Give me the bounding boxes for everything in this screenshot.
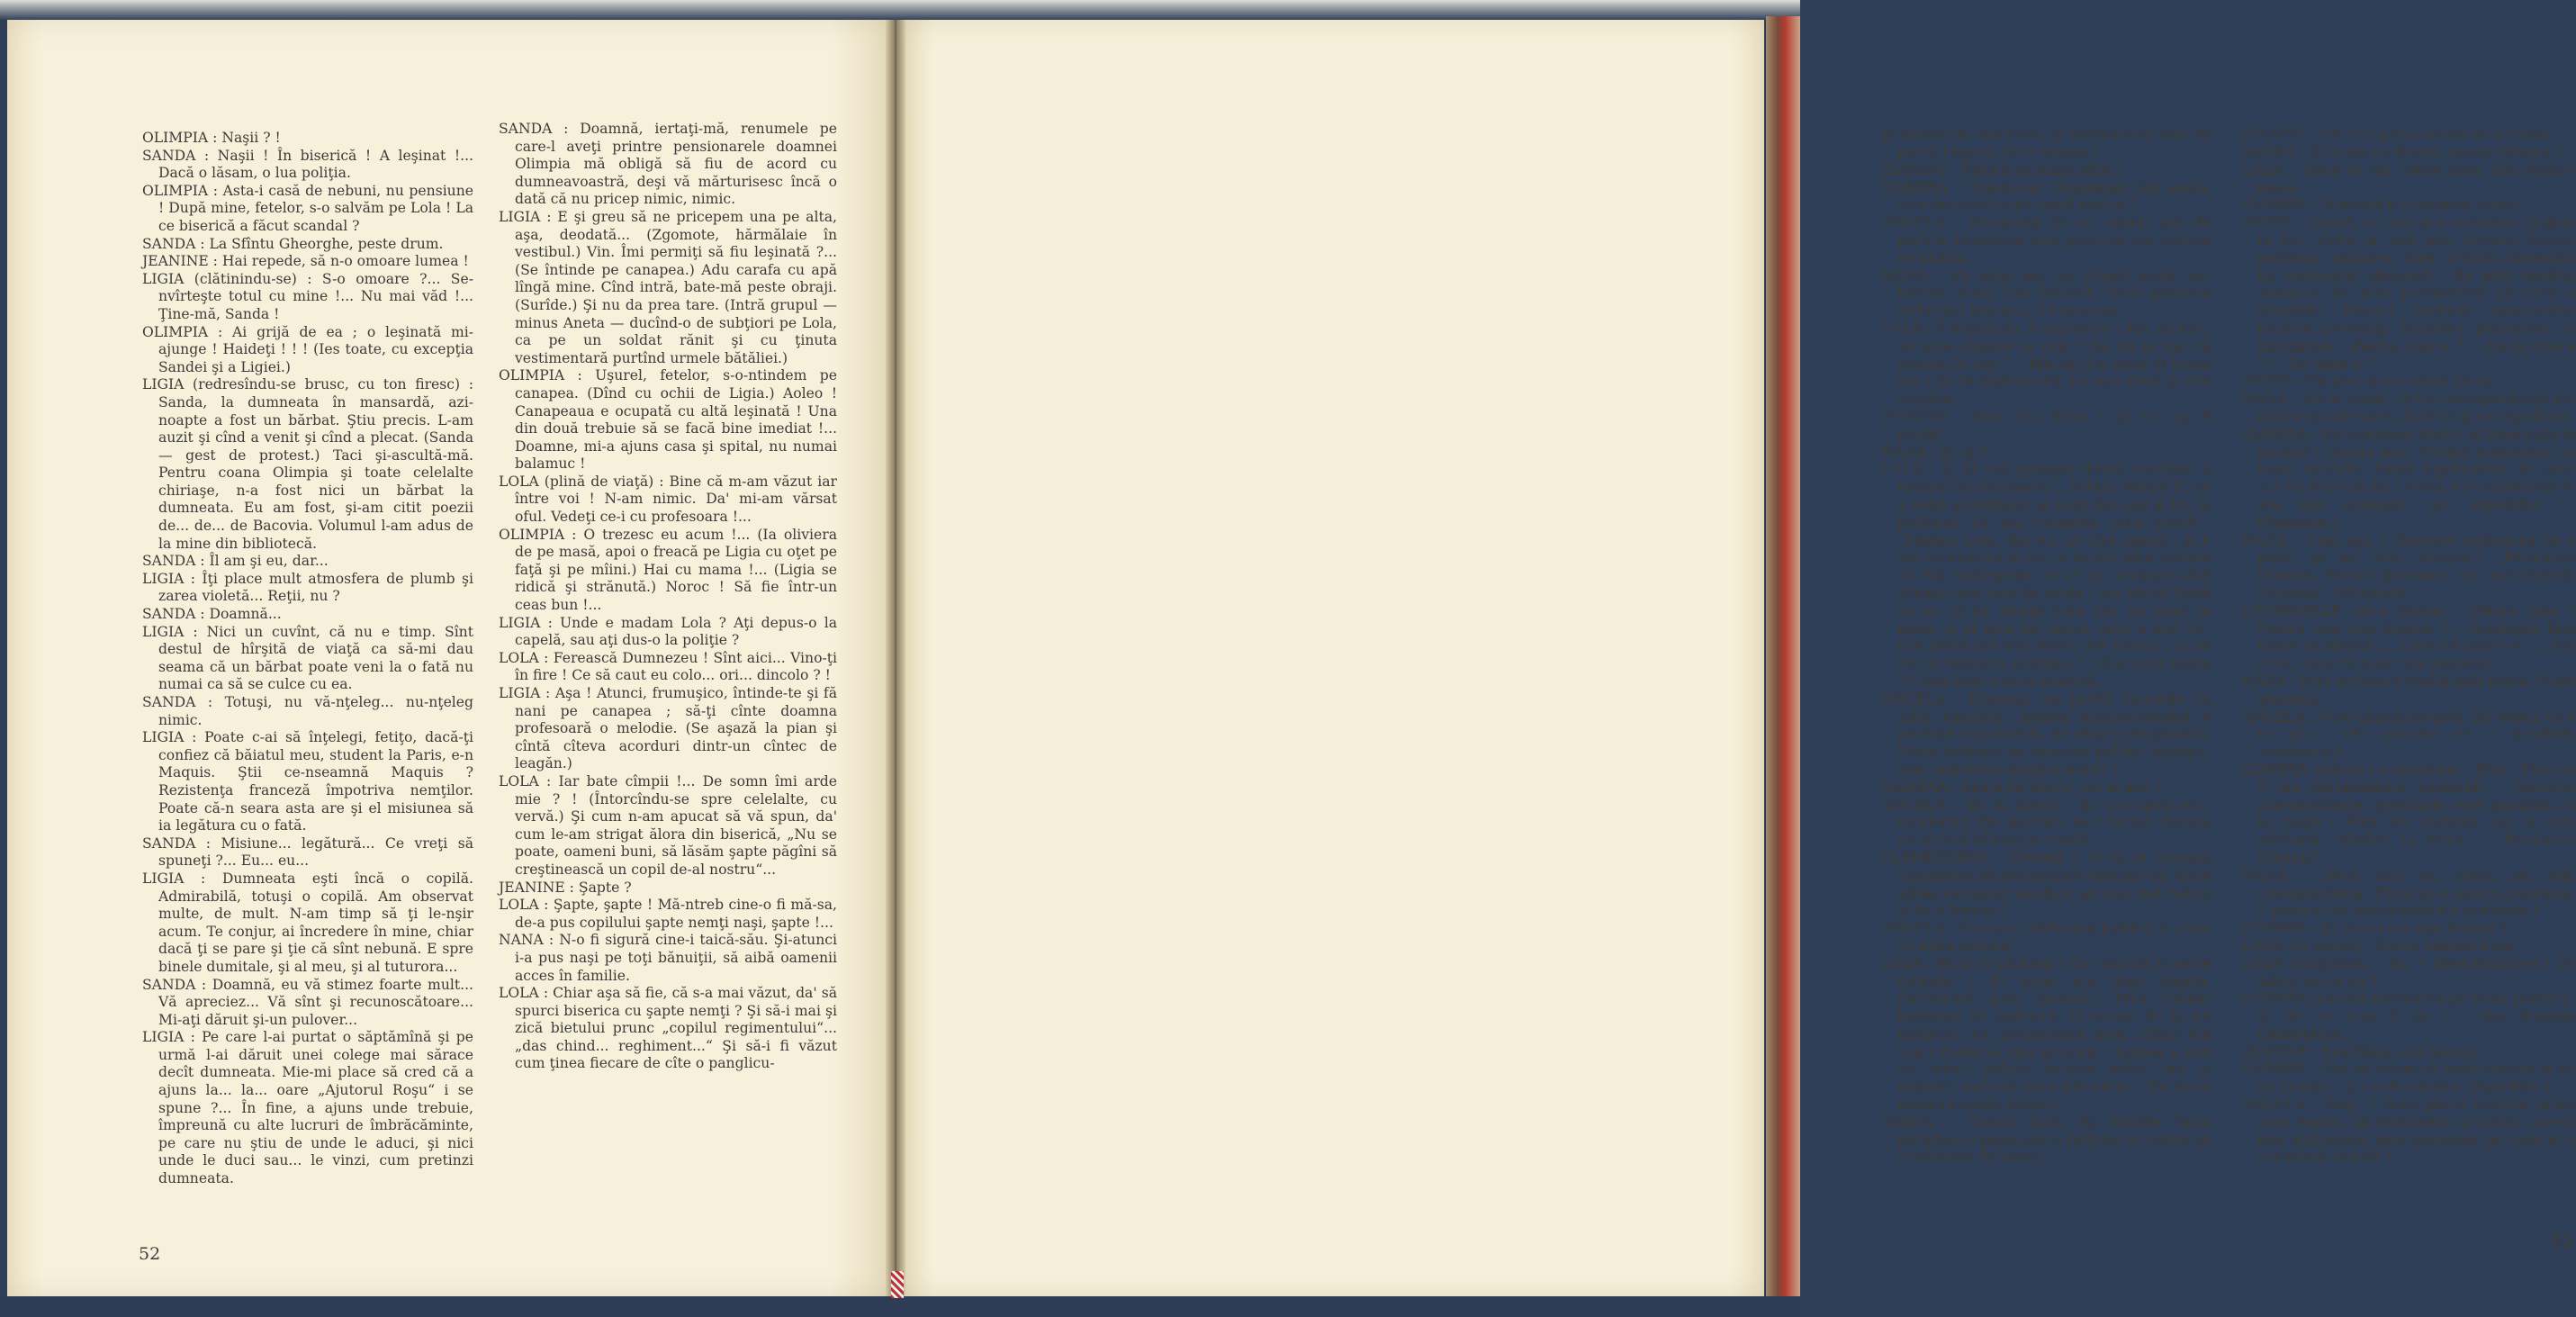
dialogue-line: ANGELA : Staţi ! Dacă plicul conţine totuşi ceva serios, un testament al cuiva, care-şi lasă milioanele unei persoane pe care el o consideră demnă ? xyxy=(2241,1096,2576,1166)
dialogue-line: LOLA (plină de viaţă) : Bine că m-am văzut iar între voi ! N-am nimic. Da' mi-am vărsat oful. Vedeţi ce-i cu profesoara !... xyxy=(499,473,837,526)
dialogue-line: OLIMPIA : Uşurel, fetelor, s-o-ntindem pe canapea. (Dînd cu ochii de Ligia.) Aoleo ! Canapeaua e ocupată cu altă leşinată ! Una din două trebuie să se facă bine imediat !... Doamne, mi-a ajuns casa şi spital, nu numai balamuc ! xyxy=(499,367,837,473)
dialogue-line: NANA : Nu-i scrisoare venită prin poştă. N-are ştampilă. xyxy=(2241,672,2576,707)
dialogue-line: NANA : Cum aşa ? (Suceşte scrisoarea pe o parte şi pe alta. Citeşte.) „Pensiunea Olimpia. Pentru persoana cea mai demnă. Personal“. (Stupoare.) xyxy=(2241,531,2576,601)
dialogue-line: NANA : N-o fi sigură cine-i taică-său. Şi-atunci i-a pus naşi pe toţi bănuiţii, să aibă oamenii acces în familie. xyxy=(499,932,837,984)
dialogue-line: NANA : N-ai nici un drept să reţii corespondenţa. Plicul nu-i pentru pensiune. E pentru cea mai demnă din pensiune ! xyxy=(2241,866,2576,919)
dialogue-line: JEANINE : Şapte ? xyxy=(499,879,632,896)
dialogue-line: LIGIA : Îţi place mult atmosfera de plumb şi zarea violetă... Reţii, nu ? xyxy=(142,570,473,605)
dialogue-line: NANA : Vă spun eu, au primit ordin să-l boteze, d-aia l-au botezat. Dacă primeau ordin să-l împuşte, îl împuşcau. xyxy=(1881,266,2211,319)
dialogue-line: SANDA : Doamnă, iertaţi-mă, renumele pe care-l aveţi printre pensionarele doamnei Olimpia mă obligă să fiu de acord cu dumneavoastră, deşi vă mărturisesc încă o dată că nu pricep nimic, nimic. xyxy=(499,121,837,208)
dialogue-line: OLIMPIA (luîndu-i scrisoarea) : Stai ! Punctul 9 din regulamentul pensiunii : „Secretul corespondenţei personale este garantat ca la poştă“. Pînă nu stabilim cui îi este adresată, rămîne la mine : „Pensiunea Olimpia“. xyxy=(2241,761,2576,866)
dialogue-line: ANETA : Coană Lolo, îţi trimite taica părintele o prescură, o farfurie cu colivă şi-o mărturie de botez. xyxy=(1881,1114,2211,1166)
dialogue-line: ANETA : Nu ştiu, n-are nume pe ea. xyxy=(2241,373,2497,390)
dialogue-line: LOLA (surprinsă) : Eu ? (Redresîndu-se.) Şi-adică, de ce nu ? ! xyxy=(2241,954,2576,989)
dialogue-line: LIGIA : Pe care l-ai purtat o săptămînă şi pe urmă l-ai dăruit unei colege mai sărace decît dumneata. Mie-mi place să cred că a ajuns la... la... oare „Ajutorul Roşu“ i se spune ?... În fine, a ajuns unde trebuie, împreună cu alte lucruri de îmbrăcăminte, pe care nu ştiu de unde le aduci, şi nici unde le duci sau... le vinzi, cum pretinzi dumneata. xyxy=(142,1029,473,1187)
dialogue-line: ANGELA : Ba ai noştri ! Şi, v-o spun eu : incidentul din biserică nu-i închis. Nemţii nu se lasă călcaţi pe coadă. xyxy=(1881,796,2211,848)
dialogue-line: JEANINE : Ăştia n-au nimic sfînt ! xyxy=(1881,161,2123,178)
dialogue-line: JEANINE : Bine le-a făcut ! Şi eu i-aş fi pocnit... xyxy=(1881,408,2211,443)
dialogue-line: LIGIA (redresîndu-se brusc, cu ton firesc) : Sanda, la dumneata în mansardă, azi-noapte a fost un bărbat. Ştiu precis. L-am auzit şi cînd a venit şi cînd a plecat. (Sanda — gest de protest.) Taci şi-ascultă-mă. Pentru coana Olimpia şi toate celelalte chiriaşe, n-a fost nici un bărbat la dumneata. Eu am fost, şi-am citit poezii de... de... de Bacovia. Volumul l-am adus de la mine din bibliotecă. xyxy=(142,376,473,552)
dialogue-line: LIGIA : Unde e madam Lola ? Aţi depus-o la capelă, sau aţi dus-o la poliţie ? xyxy=(499,614,837,649)
dialogue-line: OLIMPIA : Mănîncă-ţi-o singură, calico! xyxy=(2241,196,2525,213)
book-cover-bottom-edge xyxy=(0,1296,1800,1317)
dialogue-line: NANA : Şi, şi ? xyxy=(1881,443,1986,460)
dialogue-line: LIGIA : Dumneata eşti încă o copilă. Admirabilă, totuşi o copilă. Am observat multe, de mult. N-am timp să ţi le-nşir acum. Te conjur, ai încredere în mine, chiar dacă ţi se pare şi ţie că sînt nebună. E spre binele dumitale, şi al meu, şi al tuturora... xyxy=(142,870,473,975)
left-page xyxy=(7,20,893,1296)
dialogue-line: OLIMPIA : Dă-o-ncoace, Aneto, şi pune supa la încălzit ! (Aneta iese. Privind scrisoarea, cu toate celelalte femei îngrămădite în jurul ei.) Ei, fir-ar să fie ! Nana, nu-i scrisoarea n-are nici adresant, nici expeditor !... (Rumoare.) xyxy=(2241,426,2576,531)
dialogue-line: LOLA : Şapte, şapte ! Mă-ntreb cine-o fi mă-sa, de-a pus copilului şapte nemţi naşi, şapte !... xyxy=(499,897,837,931)
dialogue-line: JEANINE : Oh ! Ce poftă aveam de-o colivă ! xyxy=(2241,126,2559,142)
dialogue-line: ţă prinsă de luminare, şi mormolocul urla de parcă-i înjura. Şi ei rînjeau !... xyxy=(1881,126,2211,160)
left-page-column-2 xyxy=(499,121,837,1073)
book-headband xyxy=(891,1271,904,1298)
dialogue-line: OLIMPIA (sucind scrisoarea pe toate părţile) : Şi de ce n-aş fi eu ?... Sau doamna Clementina... xyxy=(2241,990,2576,1042)
dialogue-line: LIGIA (cu ironie) : Precis madam Lola. xyxy=(2241,937,2516,954)
dialogue-line: LOLA : Ferească Dumnezeu ! Sînt aici... Vino-ţi în fire ! Ce să caut eu colo... ori... dincolo ? ! xyxy=(499,649,837,684)
dialogue-line: SANDA : Doamnă, eu vă stimez foarte mult... Vă apreciez... Vă sînt şi recunoscătoare... Mi-aţi dăruit şi-un pulover... xyxy=(142,976,473,1028)
dialogue-line: OLIMPIA : Asta-i casă de nebuni, nu pensiune ! După mine, fetelor, s-o salvăm pe Lola ! La ce biserică a făcut scandal ? xyxy=(142,182,473,234)
dialogue-line: LOLA : Dacă le dai coliva mea, îmi scazi o masă. xyxy=(2241,161,2576,195)
left-page-column-1 xyxy=(142,130,473,1188)
dialogue-line: OLIMPIA : Aliaţii lui dracu', nu ai mei ! xyxy=(1881,778,2160,795)
dialogue-line: OLIMPIA : Trăsni-i-ar Dumnezeu din senin, cum au căzut ei pe capul nostru ! xyxy=(1881,178,2211,213)
page-number-right: 53 xyxy=(2551,1231,2573,1251)
dialogue-line: ANETA : Coană, ne sosi şi-o scrisoare. O găsii în hol, vîrîtă pe sub uşă. (Pentru fiecare personaj, primirea unei scrisori înseamnă un eveniment deosebit : fie prin ineditul situaţiei, fie prin perspectiva pe care o deschide. Reacţii conform caracterului fiecărui personaj. Întrebări precipitate şi înfrigurate. „Pentru cine e ?“, „De la cine e ?“, „De unde e ?“) xyxy=(2241,213,2576,372)
dialogue-line: LIGIA : Nici un cuvînt, că nu e timp. Sînt destul de hîrşită de viaţă ca să-mi dau seama că un bărbat poate veni la o fată nu numai ca să se culce cu ea. xyxy=(142,623,473,693)
dialogue-line: LOCATARELE (de-a valma) : Pentru cine ? Pentru cea mai demnă ?... Scrisoare fără nume pe adresă ?... Cine o fi trimis-o ?... Aşa ceva, chiar că n-am mai pomenit ! xyxy=(2241,602,2576,672)
dialogue-line: SANDA : Naşii ! În biserică ! A leşinat !... Dacă o lăsam, o lua poliţia. xyxy=(142,147,473,182)
dialogue-line: LOLA : Ba şi cu piciorul ! Că i-am ars şi peste ţurloaie ! Şi arma era doar poşeta. (Scotocind prin geantă.) Mi-a crăpat bunătate de pudrieră. O aveam de la un ministru, cu monograma mea. (Dînd din cap.) Poate să zică ei orice ! Lumea a fost cu mine, poliţia închide ochii, am şi martori, inclusiv taica părintele... (În acest moment apare Aneta.) xyxy=(1881,954,2211,1113)
dialogue-line: OLIMPIA : Naşii ? ! xyxy=(142,130,281,146)
dialogue-line: OLIMPIA : Hai să zicem că toate sîntem la fel de demne... şi s-o deschidem. (Aprobări.) xyxy=(2241,1060,2576,1096)
dialogue-line: ANGELA : Oricum, calificarea juridică e „atac cu mîna armată“. xyxy=(1881,919,2211,954)
dialogue-line: LIGIA : Aşa ! Atunci, frumuşico, întinde-te şi fă nani pe canapea ; să-ţi cînte doamna profesoară o melodie. (Se aşază la pian şi cîntă cîteva acorduri dintr-un cîntec de leagăn.) xyxy=(499,685,837,772)
book-cover-right-edge xyxy=(1766,16,1800,1303)
dialogue-line: SANDA : Totuşi, nu vă-nţeleg... nu-nţeleg nimic. xyxy=(142,694,473,728)
dialogue-line: LOLA : Chiar aşa să fie, că s-a mai văzut, da' să spurci biserica cu şapte nemţi ? Şi să-i mai şi zică bietului prunc „copilul regimentului“... „das chind... reghiment...“ Şi să-i fi văzut cum ţinea fiecare de cîte o panglicu- xyxy=(499,985,837,1072)
right-page-column-1 xyxy=(1881,126,2211,1167)
dialogue-line: LIGIA (clătinindu-se) : S-o omoare ?... Se-nvîrteşte totul cu mine !... Nu mai văd !... Ţine-mă, Sanda ! xyxy=(142,270,473,322)
dialogue-line: CLEMENTINA : Credeţi ? O să le convină dumnealor să recunoască deschis că, după atîtea retrageri elastice, au mai fost bătuţi şi de-o femeie ? xyxy=(1881,849,2211,919)
dialogue-line: SANDA : Misiune... legătură... Ce vreţi să spuneţi ?... Eu... eu... xyxy=(142,834,473,870)
dialogue-line: NANA : Nu se poate. Orice corespondenţă are măcar un adresant, dacă nu şi un expeditor. xyxy=(2241,390,2576,425)
page-number-left: 52 xyxy=(139,1244,161,1264)
dialogue-line: SANDA : Îl am şi eu, dar... xyxy=(142,553,329,570)
book-cover-top-edge xyxy=(0,0,1800,20)
dialogue-line: OLIMPIA : Şi, cine-i cea mai demnă ? xyxy=(2241,919,2508,936)
dialogue-line: LIGIA : E şi greu să ne pricepem una pe alta, aşa, deodată... (Zgomote, hărmălaie în vestibul.) Vin. Îmi permiţi să fiu leşinată ?... (Se întinde pe canapea.) Adu carafa cu apă lîngă mine. Cînd intră, bate-mă peste obraji. (Surîde.) Şi nu da prea tare. (Intră grupul — minus Aneta — ducînd-o de subţiori pe Lola, ca pe un soldat rănit şi cu ţinuta vestimentară purtînd urmele bătăliei.) xyxy=(499,208,837,366)
dialogue-line: OLIMPIA : Ai grijă de ea ; o leşinată mi-ajunge ! Haideţi ! ! ! (Ies toate, cu excepţia Sandei şi a Ligiei.) xyxy=(142,323,473,375)
dialogue-line: SANDA : Ne-o dai ca desert, coană Olimpia ? xyxy=(2241,143,2562,160)
dialogue-line: JEANINE : Sau Nana, sau Sanda... xyxy=(2241,1042,2487,1060)
dialogue-line: LIGIA : Poate c-ai să înţelegi, fetiţo, dacă-ţi confiez că băiatul meu, student la Paris, e-n Maquis. Ştii ce-nseamnă Maquis ? Rezistenţa franceză împotriva nemţilor. Poate că-n seara asta are şi el misiunea să ia legătura cu o fată. xyxy=(142,729,473,834)
dialogue-line: ANGELA : Nu-nţeleg de ce sînteţi atît de pornite împotriva unui gest, zic eu, extrem de amical. xyxy=(1881,213,2211,266)
dialogue-line: OLIMPIA : O trezesc eu acum !... (Ia oliviera de pe masă, apoi o freacă pe Ligia cu oţet pe faţă şi pe mîini.) Hai cu mama !... (Ligia se ridică şi strănută.) Noroc ! Să fie într-un ceas bun !... xyxy=(499,526,837,614)
right-page xyxy=(898,20,2576,1296)
dialogue-line: LOLA : Şi ăl mai grangur dintre nemţăloi a început să răcnească : „Poliţai. Poliţai !“, şi-a venit şi poliţaiul, şi i-am dat una şi lui, şi poliţaiul, că mă cunoştea, mi-a şoptit : „Madam Lola, sînt eu, nu sînt neamţ“, şi l-am recunoscut şi eu, şi mi-am adus aminte că mă înţelegeam cu el pe vremuri cînd aveam casa mea de mode ; am plecat trasă de el, şi pe stradă i-am pus un miar în mînă, şi el mi-a zis mersi. Asta a fost tot. (Cu tonul cel mai firesc din lume.) Ce ne dai de mîncare, Olimpio ?... N-a venit Aneta ? C-am lăsat-o să ia anafură... xyxy=(1881,461,2211,690)
right-page-column-2 xyxy=(2241,126,2576,1167)
dialogue-line: SANDA : La Sfîntu Gheorghe, peste drum. xyxy=(142,235,444,252)
dialogue-line: JEANINE : Hai repede, să n-o omoare lumea ! xyxy=(142,253,469,270)
dialogue-line: ANGELA : Vreo glumă proastă. Să vedem ce e în plic... (Pe punctul de a deschide scrisoarea.) xyxy=(2241,708,2576,760)
book-gutter xyxy=(886,20,905,1296)
dialogue-line: ANGELA : Doamnă, nu priviţi lucrurile cu atîta uşurinţă. Ieşirea dumneavoastră e profund reprobabilă, ba chiar primejdioasă. Poate îmbrăca un caracter politic. Agitaţie, atac împotriva aliaţilor noştri ! xyxy=(1881,690,2211,778)
dialogue-line: SANDA : Doamnă... xyxy=(142,606,282,623)
dialogue-line: LOLA : Îl împuşcau, îl împuşcau ! Păi, să nu ţi se urce sîngele la cap ? Să nu le dai cu geanta în cap ?... Mie mi s-a urcat şi le-am dat ! Şi, la înghesuială, i-a mai altoit şi alte creştine. xyxy=(1881,320,2211,407)
dialogue-line: LOLA : Iar bate cîmpii !... De somn îmi arde mie ? ! (Întorcîndu-se spre celelalte, cu vervă.) Şi cum n-am apucat să vă spun, da' cum le-am strigat ălora din biserică, „Nu se poate, oameni buni, să lăsăm şapte păgîni să creştinească un copil de-al nostru“... xyxy=(499,772,837,878)
